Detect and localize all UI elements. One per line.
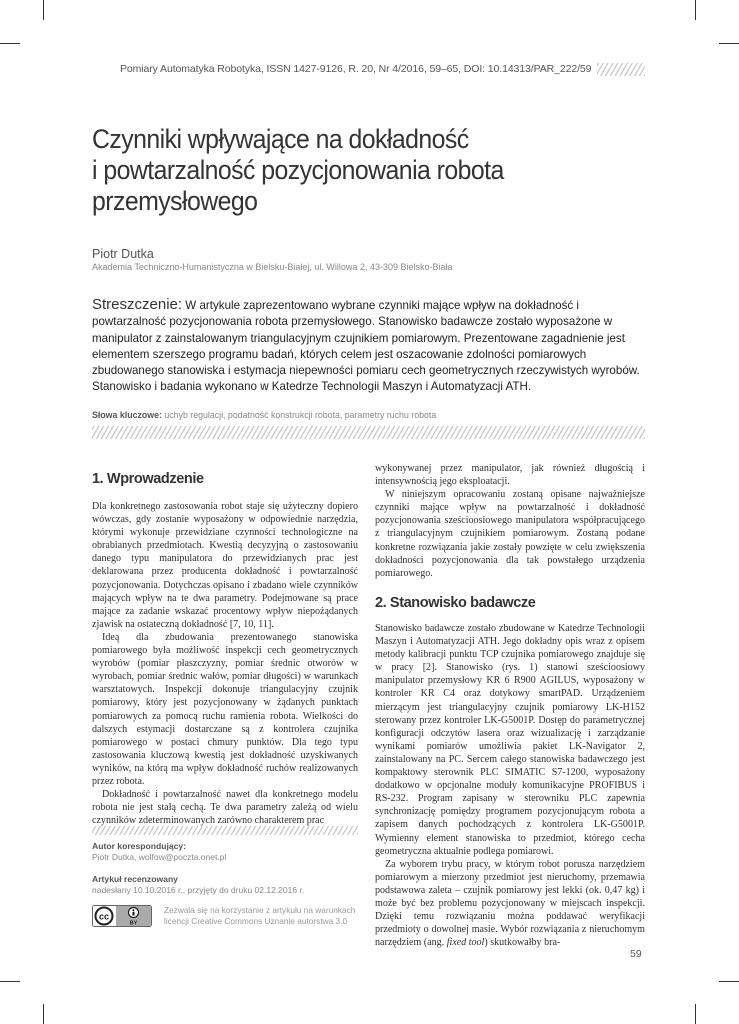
abstract (92, 297, 652, 396)
correspondence-label: Autor korespondujący: (92, 841, 187, 851)
right-column-text-bottom (375, 622, 645, 949)
svg-text:cc: cc (98, 911, 110, 922)
paragraph: wykonywanej przez manipulator, jak również długością i intensywnością jego eksploatacji. (375, 463, 645, 488)
crop-mark (43, 1004, 44, 1024)
author-name: Piotr Dutka (92, 247, 154, 261)
paragraph: W niniejszym opracowaniu zostaną opisane najważniejsze czynniki mające wpływ na powtarzalność i dokładność pozycjonowania sześcioosiowego manipulatora współpracującego z triangulacyjnym czujnikiem pomiarowym. Zostaną podane konkretne rozwiązania jakie zostały powzięte w celu zwiększenia dokładności pozycjonowania dla tak powstałego urządzenia pomiarowego. (375, 489, 645, 579)
section-heading-test-stand: 2. Stanowisko badawcze (375, 595, 536, 611)
review-text: nadesłany 10.10.2016 r., przyjęty do druku 02.12.2016 r. (92, 885, 305, 895)
cc-by-label: BY (129, 920, 138, 927)
correspondence-block (92, 841, 358, 863)
page-number: 59 (630, 948, 642, 960)
article-title (92, 124, 607, 217)
text-run: Za wyborem trybu pracy, w którym robot porusza narzędziem pomiarowym a mierzony przedmiot jest nieruchomy, przemawia podstawowa zaleta – czujnik pomiarowy jest lekki (ok. 0,47 kg) i może być bez problemu pozycjonowany w miejscach inspekcji. Dzięki temu rozwiązaniu można poddawać weryfikacji przedmioty o dowolnej masie. Wybór rozwiązania z nieruchomym narzędziem (ang. (375, 858, 645, 949)
correspondence-text: Piotr Dutka, wolfow@poczta.onet.pl (92, 852, 227, 862)
title-line: przemysłowego (92, 186, 258, 216)
creative-commons-badge[interactable] (92, 905, 152, 927)
text-run: ) skutkowałby bra- (484, 937, 561, 949)
abstract-label: Streszczenie: (92, 296, 183, 313)
title-line: i powtarzalność pozycjonowania robota (92, 155, 504, 185)
author-affiliation: Akademia Techniczno-Humanistyczna w Bielsku-Białej, ul. Willowa 2, 43-309 Bielsko-Biała (92, 262, 453, 272)
title-line: Czynniki wpływające na dokładność (92, 124, 469, 154)
crop-mark (43, 0, 44, 20)
paragraph: Dokładność i powtarzalność nawet dla konkretnego modelu robota nie jest stałą cechą. Te dwa parametry zależą od wielu czynników zdeterminowanych zarówno charakterem prac (92, 789, 358, 827)
review-label: Artykuł recenzowany (92, 874, 178, 884)
journal-citation: Pomiary Automatyka Robotyka, ISSN 1427-9126, R. 20, Nr 4/2016, 59–65, DOI: 10.14313/PAR_222/59 (120, 63, 592, 75)
paragraph: Ideą dla zbudowania prezentowanego stanowiska pomiarowego była możliwość inspekcji cech geometrycznych wyrobów (pomiar płaszczyzny, pomiar średnic otworów w wyrobach, pomiar średnic wałów, pomiar długości) w warunkach warsztatowych. Inspekcji dokonuje triangulacyjny czujnik pomiarowy, który jest pozycjonowany w żądanych punktach pomiarowych za pomocą ruchu ramienia robota. Wielkości do dalszych estymacji dostarczane są z kontrolera czujnika pomiarowego w postaci chmury punktów. Dla tego typu zastosowania kluczową kwestią jest dokładność uzyskiwanych wyników, na którą ma wpływ dokładność ruchów realizowanych przez robota. (92, 631, 358, 787)
keywords-text: uchyb regulacji, podatność konstrukcji robota, parametry ruchu robota (164, 410, 437, 420)
paragraph: Stanowisko badawcze zostało zbudowane w Katedrze Technologii Maszyn i Automatyzacji ATH. Jego dokładny opis wraz z opisem metody kalibracji punktu TCP czujnika pomiarowego znajduje się w pracy [2]. Stanowisko (rys. 1) stanowi sześcioosiowy manipulator przemysłowy KR 6 R900 AGILUS, wyposażony w kontroler KR C4 oraz dotykowy smartPAD. Urządzeniem mierzącym jest triangulacyjny czujnik pomiarowy LK-H152 sterowany przez kontroler LK-G5001P. Dostęp do parametrycznej konfiguracji odczytów lasera oraz wizualizację i zarządzanie wynikami pomiarów umożliwia pakiet LK-Navigator 2, zainstalowany na PC. Sercem całego stanowiska badawczego jest kompaktowy sterownik PLC SIMATIC S7-1200, wyposażony dodatkowo w opcjonalne moduły komunikacyjne PROFIBUS i RS-232. Program zapisany w sterowniku PLC zapewnia synchronizację pomiędzy programem pozycjonującym robota a zapisem danych pochodzących z kontrolera LK-G5001P. Wymienny element stanowiska to przedmiot, którego cecha geometryczna aktualnie podlega pomiarowi. (375, 623, 645, 857)
crop-mark (719, 43, 739, 44)
keywords (92, 410, 436, 420)
text-emphasis: fixed tool (446, 937, 485, 949)
left-column-text (92, 500, 358, 827)
abstract-text: W artykule zaprezentowano wybrane czynniki mające wpływ na dokładność i powtarzalność pozycjonowania robota przemysłowego. Stanowisko badawcze zostało wyposażone w manipulator z zainstalowanym triangulacyjnym czujnikiem pomiarowym. Prezentowane zagadnienie jest elementem szerszego programu badań, których celem jest oszacowanie zdolności pomiarowych zbudowanego stanowiska i estymacja niepewności pomiaru cech geometrycznych rzeczywistych wyrobów. Stanowisko i badania wykonano w Katedrze Technologii Maszyn i Automatyzacji ATH. (92, 299, 640, 394)
crop-mark (0, 43, 20, 44)
right-column-text-top (375, 462, 645, 580)
license-text: Zezwala się na korzystanie z artykułu na warunkach licencji Creative Commons Uznanie autorstwa 3.0 (164, 905, 356, 926)
footnote-hatch-divider (92, 826, 358, 835)
section-heading-introduction: 1. Wprowadzenie (92, 471, 204, 487)
review-block (92, 874, 358, 896)
paragraph: Dla konkretnego zastosowania robot staje się użyteczny dopiero wówczas, gdy zostanie wyposażony w odpowiednie narzędzia, którymi wykonuje przewidziane czynności technologiczne na obrabianych przedmiotach. Kwestią decyzyjną o zastosowaniu danego typu manipulatora do przewidzianych prac jest deklarowana przez producenta dokładność i powtarzalność pozycjonowania. Dotychczas opisano i zbadano wiele czynników mających wpływ na te dwa parametry. Podejmowane są prace mające za zadanie wskazać procentowy wpływ niepożądanych zjawisk na ostateczną dokładność [7, 10, 11]. (92, 501, 358, 630)
keywords-label: Słowa kluczowe: (92, 410, 162, 420)
crop-mark (695, 0, 696, 20)
paragraph (375, 858, 645, 950)
header-hatch-divider (597, 63, 645, 76)
abstract-hatch-divider (92, 426, 645, 439)
crop-mark (0, 981, 20, 982)
crop-mark (695, 1004, 696, 1024)
crop-mark (719, 981, 739, 982)
